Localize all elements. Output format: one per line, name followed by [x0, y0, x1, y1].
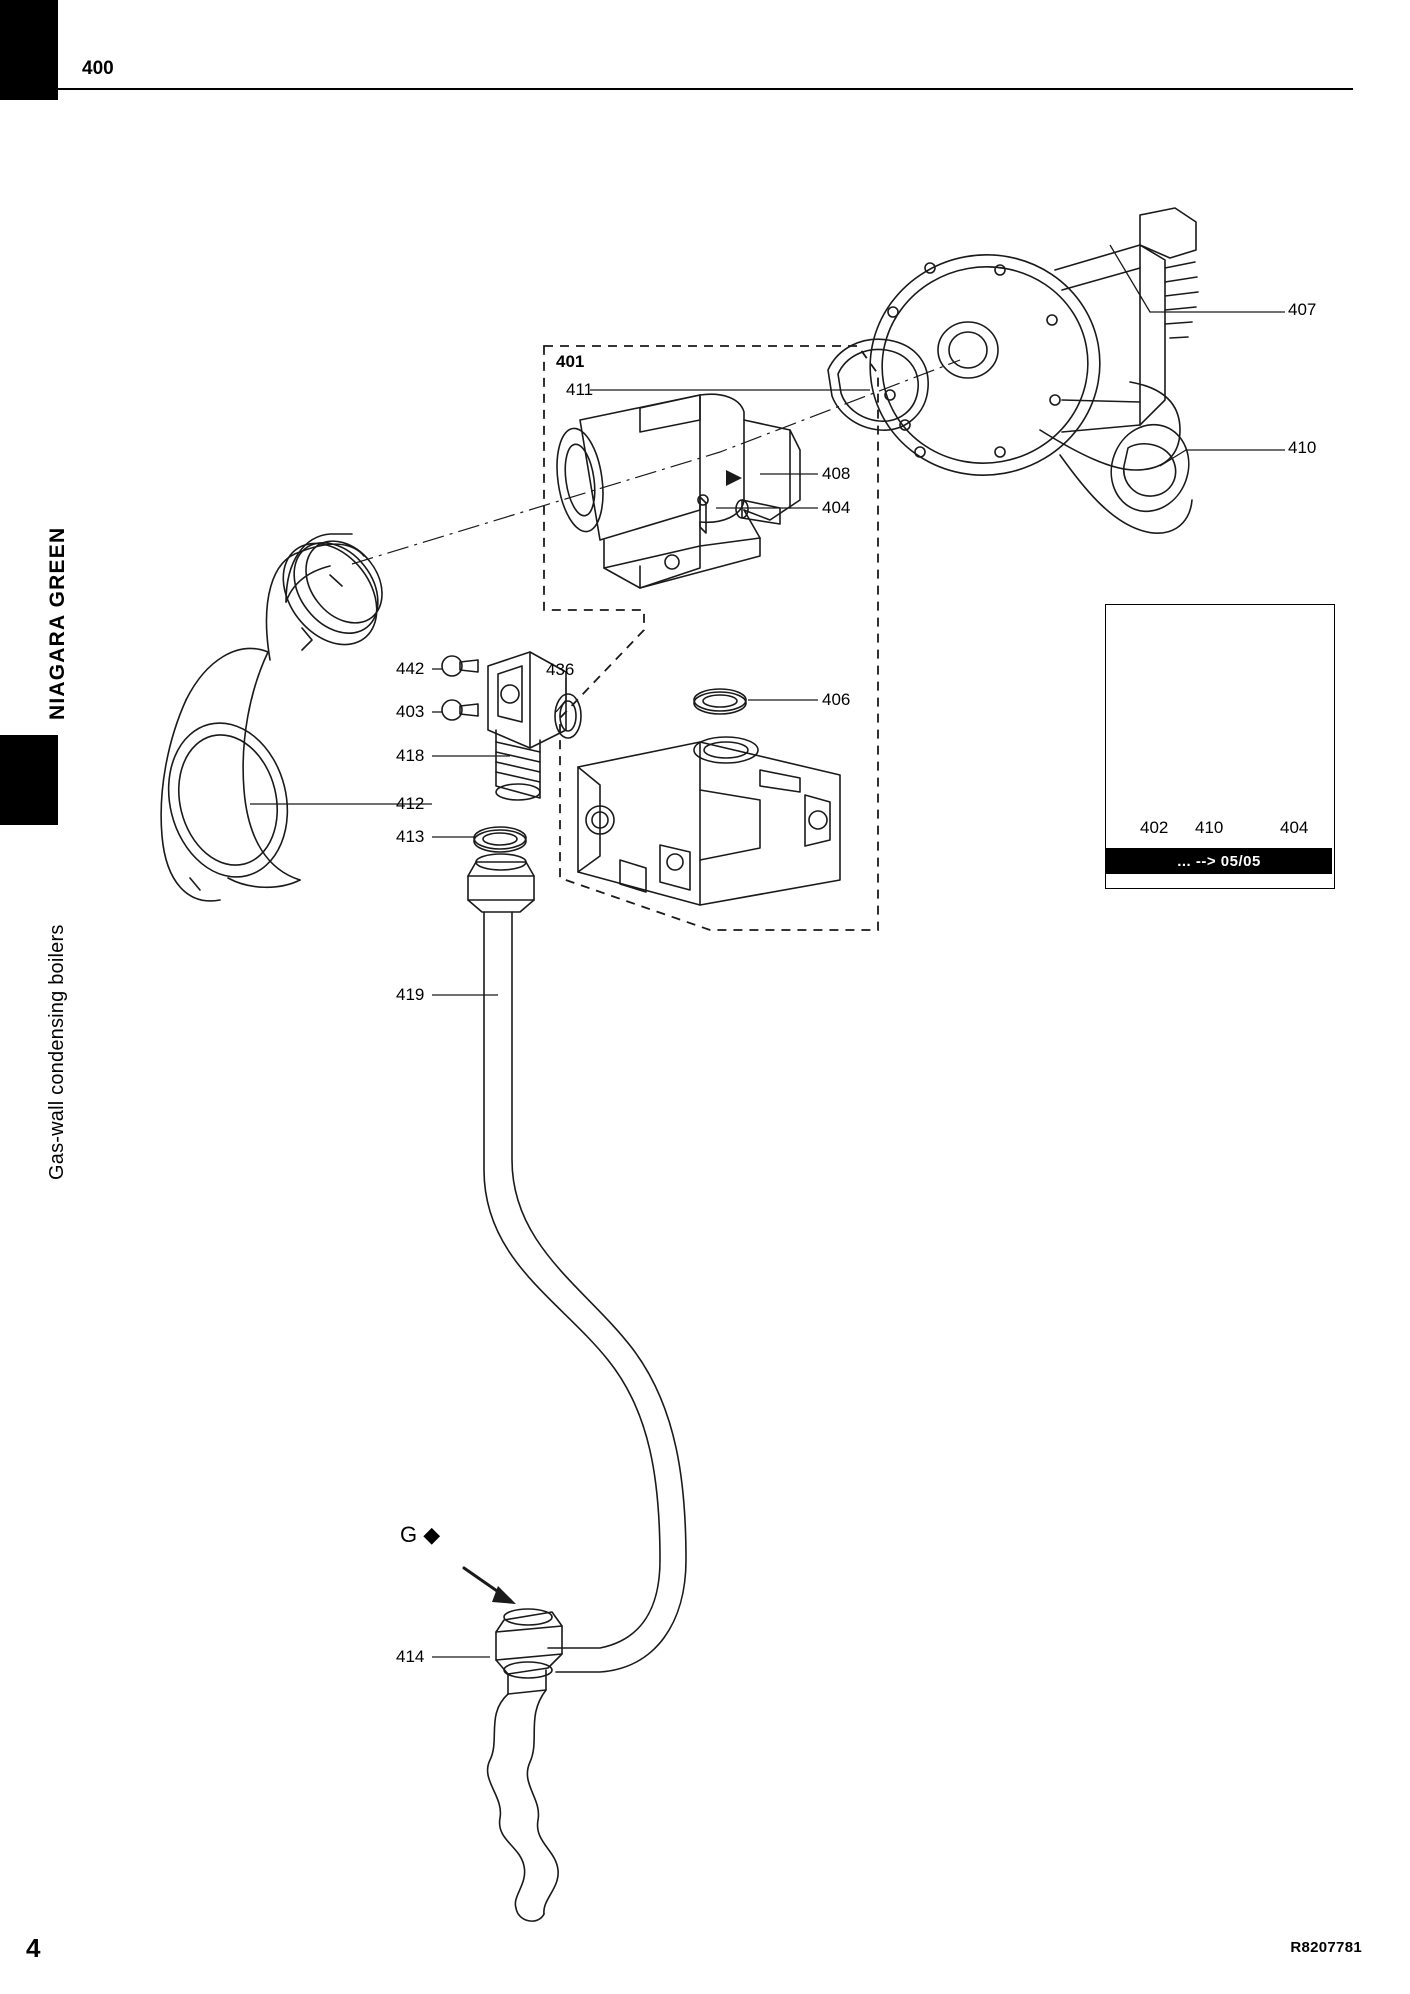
callout-410: 410 — [1288, 438, 1317, 457]
callout-419: 419 — [396, 985, 425, 1004]
callout-404: 404 — [822, 498, 851, 517]
sidebar-black-bar-top — [0, 0, 58, 100]
flame-icon: ◆ — [423, 1522, 441, 1547]
inset-callout-404: 404 — [1280, 818, 1309, 837]
inset-date-range: ... --> 05/05 — [1106, 848, 1332, 874]
callout-403: 403 — [396, 702, 425, 721]
document-code: R8207781 — [1290, 1939, 1362, 1956]
callout-411: 411 — [566, 380, 594, 399]
page-group-number: 400 — [82, 58, 114, 79]
header-divider — [58, 88, 1353, 90]
callout-413: 413 — [396, 827, 425, 846]
callout-442: 442 — [396, 659, 425, 678]
sidebar-black-bar-bottom — [0, 735, 58, 825]
inset-callout-402: 402 — [1140, 818, 1169, 837]
callout-414: 414 — [396, 1647, 425, 1666]
gas-symbol-group — [400, 1522, 440, 1548]
callout-412: 412 — [396, 794, 425, 813]
callout-418: 418 — [396, 746, 425, 765]
gas-g-symbol: G — [400, 1522, 418, 1547]
inset-callout-410: 410 — [1195, 818, 1224, 837]
callout-407: 407 — [1288, 300, 1317, 319]
assembly-group-401: 401 — [556, 352, 585, 371]
sidebar-product-subtitle: Gas-wall condensing boilers — [46, 924, 68, 1180]
sidebar-brand-title: NIAGARA GREEN — [46, 526, 69, 720]
callout-408: 408 — [822, 464, 851, 483]
callout-436: 436 — [546, 660, 575, 679]
variant-inset-panel — [1105, 604, 1335, 889]
page-number: 4 — [26, 1933, 41, 1963]
callout-406: 406 — [822, 690, 851, 709]
